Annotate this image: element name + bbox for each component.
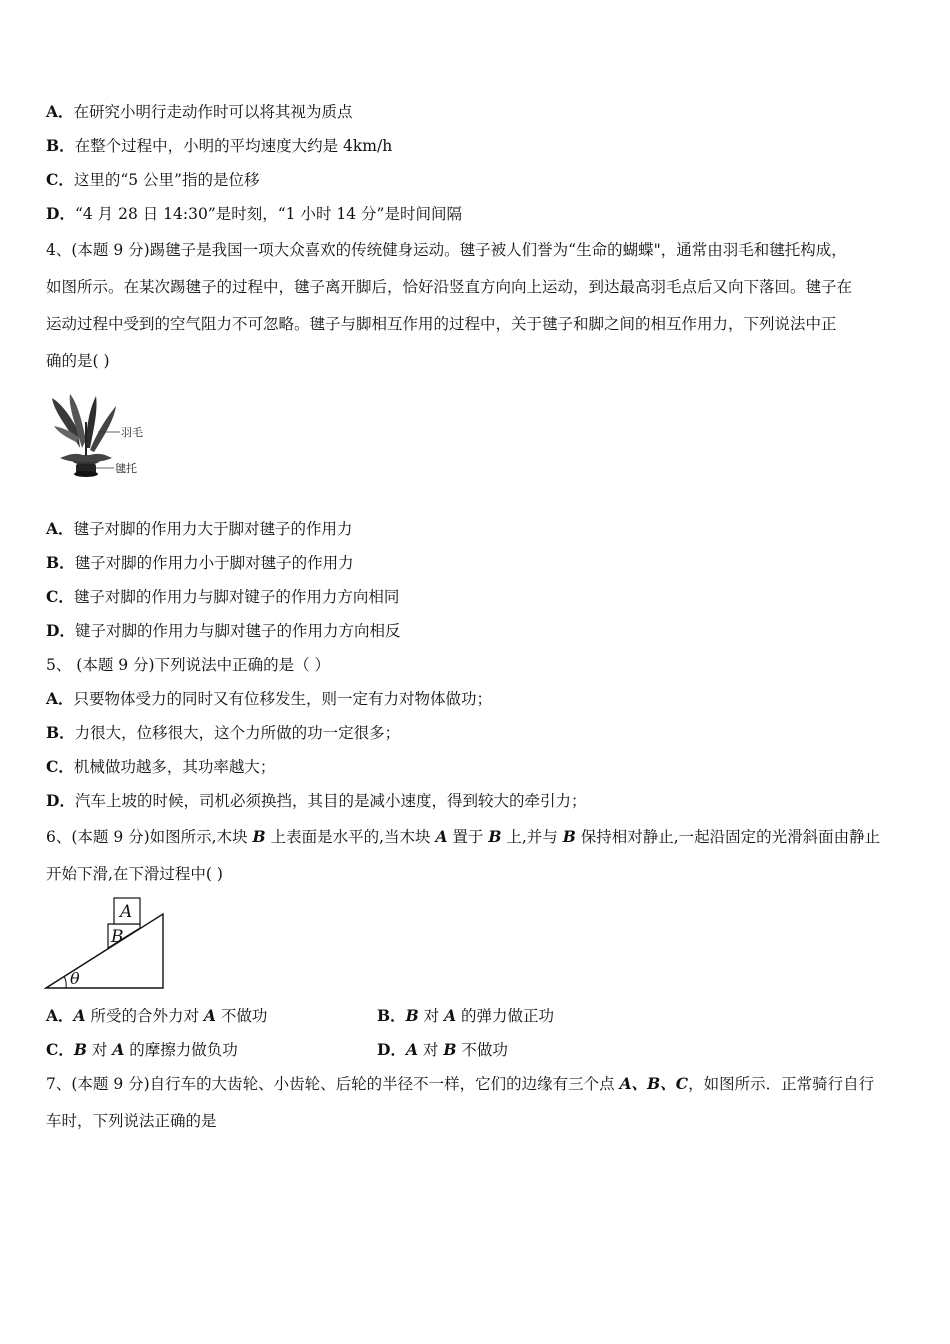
feather-drawing [52,394,116,458]
var: B [405,1006,419,1025]
block-b-label: B [111,927,124,947]
q4-stem-line1: 4、(本题 9 分)踢毽子是我国一项大众喜欢的传统健身运动。毽子被人们誉为“生命的蝴蝶"，通常由羽毛和毽托构成， [46,241,847,259]
option-label: C． [46,170,74,189]
option-text: 对 [417,1041,444,1059]
var: A [405,1040,418,1059]
q5-stem: 5、 (本题 9 分)下列说法中正确的是（ ） [46,656,331,674]
q3-option-b [46,135,392,157]
option-text: 汽车上坡的时候，司机必须换挡，其目的是减小速度，得到较大的牵引力； [74,792,587,810]
var-b: B [562,827,576,846]
incline-wedge [46,914,163,988]
stem-text: 保持相对静止,一起沿固定的光滑斜面由静止 [575,828,881,846]
shuttlecock-figure [46,392,156,484]
q4-stem-line4: 确的是( ) [46,352,110,370]
option-text: 在整个过程中，小明的平均速度大约是 4km/h [74,137,393,155]
option-label: B． [46,553,75,572]
option-text: 键子对脚的作用力与脚对毽子的作用力方向相反 [74,622,401,640]
q4-stem-line2: 如图所示。在某次踢毽子的过程中，毽子离开脚后，恰好沿竖直方向向上运动，到达最高羽毛点后又向下落回。毽子在 [46,278,853,296]
option-label: D． [377,1040,406,1059]
option-text: 对 [86,1041,113,1059]
option-label: D． [46,621,75,640]
var-b: B [488,827,502,846]
var: A [203,1006,216,1025]
var: A [112,1040,125,1059]
q5-option-d [46,790,586,812]
option-label: A． [46,1006,74,1025]
var-a: A [435,827,448,846]
option-label: D． [46,791,75,810]
stem-text: 上表面是水平的,当木块 [265,828,436,846]
q5-option-b [46,722,400,744]
option-label: B． [46,723,75,742]
q3-option-d [46,203,462,225]
q3-option-a [46,101,353,123]
option-text: 对 [418,1007,445,1025]
q7-stem-line1 [46,1073,874,1095]
option-text: 在研究小明行走动作时可以将其视为质点 [73,103,353,121]
option-text: 的弹力做正功 [456,1007,555,1025]
feather-label: 羽毛 [121,426,143,439]
points-abc: A、B、C [619,1074,689,1093]
option-text: 只要物体受力的同时又有位移发生，则一定有力对物体做功； [73,690,493,708]
var-b: B [252,827,266,846]
option-label: C． [46,1040,74,1059]
var: B [443,1040,457,1059]
option-text: 这里的“5 公里”指的是位移 [73,171,260,189]
q6-stem-line1 [46,826,880,848]
incline-figure [44,892,168,992]
option-text: 毽子对脚的作用力大于脚对毽子的作用力 [73,520,353,538]
q4-option-b [46,552,354,574]
option-text: “4 月 28 日 14:30”是时刻，“1 小时 14 分”是时间间隔 [74,205,462,223]
q4-option-a [46,518,353,540]
option-text: 毽子对脚的作用力小于脚对毽子的作用力 [74,554,354,572]
option-label: B． [377,1006,406,1025]
option-label: C． [46,587,74,606]
option-text: 不做功 [456,1041,508,1059]
option-label: A． [46,102,74,121]
base-drawing [60,454,112,477]
q5-option-c [46,756,275,778]
option-text: 力很大，位移很大，这个力所做的功一定很多； [74,724,401,742]
q6-option-d [377,1039,508,1061]
q6-stem-line2: 开始下滑,在下滑过程中( ) [46,865,223,883]
option-text: 的摩擦力做负功 [124,1041,238,1059]
var: A [73,1006,86,1025]
option-text: 所受的合外力对 [85,1007,204,1025]
option-text: 不做功 [215,1007,268,1025]
stem-text: 上,并与 [501,828,563,846]
q4-stem-line3: 运动过程中受到的空气阻力不可忽略。毽子与脚相互作用的过程中，关于毽子和脚之间的相互作用力，下列说法中正 [46,315,837,333]
option-text: 机械做功越多，其功率越大； [73,758,276,776]
stem-text: 置于 [447,828,489,846]
option-text: 毽子对脚的作用力与脚对键子的作用力方向相同 [73,588,400,606]
q5-option-a [46,688,492,710]
option-label: A． [46,519,74,538]
stem-text: 6、(本题 9 分)如图所示,木块 [46,828,253,846]
q4-option-c [46,586,399,608]
option-label: C． [46,757,74,776]
angle-arc [65,977,67,988]
option-label: D． [46,204,75,223]
q7-stem-line2: 车时，下列说法正确的是 [46,1112,217,1130]
stem-text: ，如图所示．正常骑行自行 [688,1075,875,1093]
block-a-label: A [120,902,133,922]
option-label: B． [46,136,75,155]
q6-option-a [46,1005,267,1027]
q4-option-d [46,620,400,642]
angle-label: θ [70,969,80,988]
option-label: A． [46,689,74,708]
q6-option-c [46,1039,238,1061]
q6-option-b [377,1005,554,1027]
var: B [73,1040,87,1059]
base-label: 毽托 [115,462,137,475]
q3-option-c [46,169,259,191]
var: A [444,1006,457,1025]
stem-text: 7、(本题 9 分)自行车的大齿轮、小齿轮、后轮的半径不一样，它们的边缘有三个点 [46,1075,620,1093]
